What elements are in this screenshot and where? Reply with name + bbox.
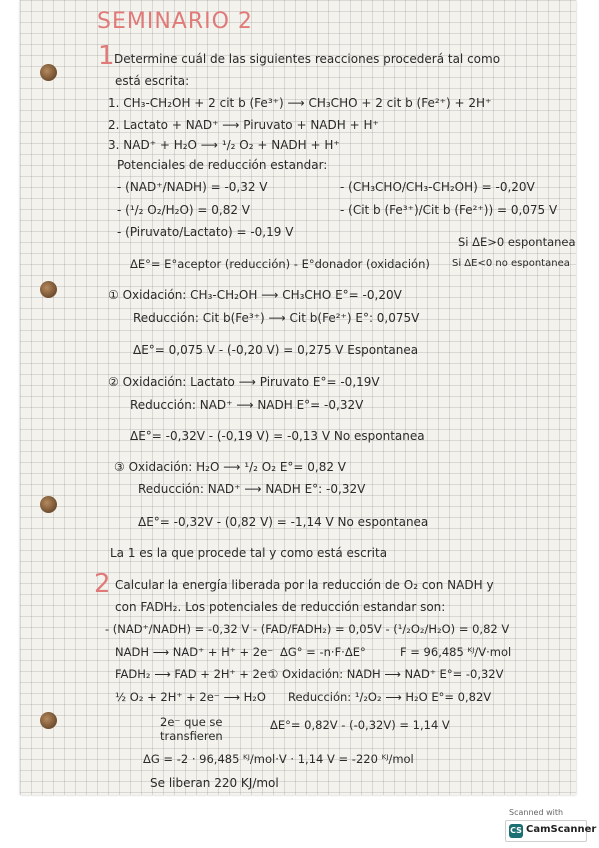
problem-number-2: 2: [94, 569, 111, 599]
delta-e-formula: ΔE°= E°aceptor (reducción) - E°donador (oxidación): [130, 257, 430, 271]
problem-2-oxidation: ① Oxidación: NADH ⟶ NAD⁺ E°= -0,32V: [268, 667, 504, 681]
potential-oxygen: - (¹/₂ O₂/H₂O) = 0,82 V: [117, 203, 250, 217]
camscanner-watermark: [505, 808, 597, 840]
binder-hole: [40, 712, 57, 729]
potential-pyruvate: - (Piruvato/Lactato) = -0,19 V: [117, 225, 294, 239]
faraday-constant: F = 96,485 ᴷᴶ/V·mol: [400, 645, 512, 659]
case-1-reduction: Reducción: Cit b(Fe³⁺) ⟶ Cit b(Fe²⁺) E°: 0,075V: [133, 311, 420, 325]
notebook-page: [20, 0, 576, 795]
case-1-oxidation: ① Oxidación: CH₃-CH₂OH ⟶ CH₃CHO E°= -0,20V: [108, 288, 402, 302]
case-3-result: ΔE°= -0,32V - (0,82 V) = -1,14 V No espontanea: [138, 515, 429, 529]
reaction-3: 3. NAD⁺ + H₂O ⟶ ¹/₂ O₂ + NADH + H⁺: [108, 138, 340, 152]
page-title: SEMINARIO 2: [97, 9, 253, 34]
potential-cyt-b: - (Cit b (Fe³⁺)/Cit b (Fe²⁺)) = 0,075 V: [340, 203, 558, 217]
half-reaction-fadh2: FADH₂ ⟶ FAD + 2H⁺ + 2e⁻: [115, 667, 274, 681]
half-reaction-nadh: NADH ⟶ NAD⁺ + H⁺ + 2e⁻: [115, 645, 274, 659]
camscanner-logo-icon: CS: [509, 824, 523, 838]
problem-2-statement: Calcular la energía liberada por la reducción de O₂ con NADH y: [115, 578, 494, 592]
potential-nad: - (NAD⁺/NADH) = -0,32 V: [117, 180, 268, 194]
camscanner-label: CamScanner: [526, 824, 597, 835]
reaction-2: 2. Lactato + NAD⁺ ⟶ Piruvato + NADH + H⁺: [108, 118, 379, 132]
electrons-note: 2e⁻ que se: [160, 715, 223, 729]
electrons-note-cont: transfieren: [160, 729, 223, 743]
reaction-1: 1. CH₃-CH₂OH + 2 cit b (Fe³⁺) ⟶ CH₃CHO + 2 cit b (Fe²⁺) + 2H⁺: [108, 96, 492, 110]
problem-1-statement: Determine cuál de las siguientes reacciones procederá tal como: [114, 52, 501, 66]
problem-2-delta-g: ΔG = -2 · 96,485 ᴷᴶ/mol·V · 1,14 V = -220 ᴷᴶ/mol: [143, 752, 414, 766]
case-3-reduction: Reducción: NAD⁺ ⟶ NADH E°: -0,32V: [138, 482, 366, 496]
problem-2-statement-cont: con FADH₂. Los potenciales de reducción estandar son:: [115, 600, 446, 614]
problem-2-delta-e: ΔE°= 0,82V - (-0,32V) = 1,14 V: [270, 718, 450, 732]
gibbs-formula: ΔG° = -n·F·ΔE°: [280, 645, 366, 659]
binder-hole: [40, 281, 57, 298]
case-2-reduction: Reducción: NAD⁺ ⟶ NADH E°= -0,32V: [130, 398, 364, 412]
binder-hole: [40, 496, 57, 513]
potentials-heading: Potenciales de reducción estandar:: [117, 158, 328, 172]
problem-number-1: 1: [98, 41, 115, 71]
camscanner-badge: [505, 820, 597, 842]
problem-2-answer: Se liberan 220 KJ/mol: [150, 776, 279, 790]
problem-2-reduction: Reducción: ¹/₂O₂ ⟶ H₂O E°= 0,82V: [288, 690, 492, 704]
potential-acetaldehyde: - (CH₃CHO/CH₃-CH₂OH) = -0,20V: [340, 180, 535, 194]
case-2-result: ΔE°= -0,32V - (-0,19 V) = -0,13 V No espontanea: [130, 429, 425, 443]
problem-2-potentials: - (NAD⁺/NADH) = -0,32 V - (FAD/FADH₂) = 0,05V - (¹/₂O₂/H₂O) = 0,82 V: [105, 622, 510, 636]
rule-spontaneous: Si ΔE>0 espontanea: [458, 235, 576, 249]
case-3-oxidation: ③ Oxidación: H₂O ⟶ ¹/₂ O₂ E°= 0,82 V: [114, 460, 347, 474]
case-1-result: ΔE°= 0,075 V - (-0,20 V) = 0,275 V Espontanea: [133, 343, 419, 357]
half-reaction-oxygen: ½ O₂ + 2H⁺ + 2e⁻ ⟶ H₂O: [115, 690, 266, 704]
problem-1-statement-cont: está escrita:: [115, 74, 190, 88]
rule-non-spontaneous: Si ΔE<0 no espontanea: [452, 258, 570, 269]
scanned-with-label: Scanned with: [509, 808, 564, 817]
problem-1-conclusion: La 1 es la que procede tal y como está escrita: [110, 546, 388, 560]
case-2-oxidation: ② Oxidación: Lactato ⟶ Piruvato E°= -0,19V: [108, 375, 380, 389]
binder-hole: [40, 64, 57, 81]
